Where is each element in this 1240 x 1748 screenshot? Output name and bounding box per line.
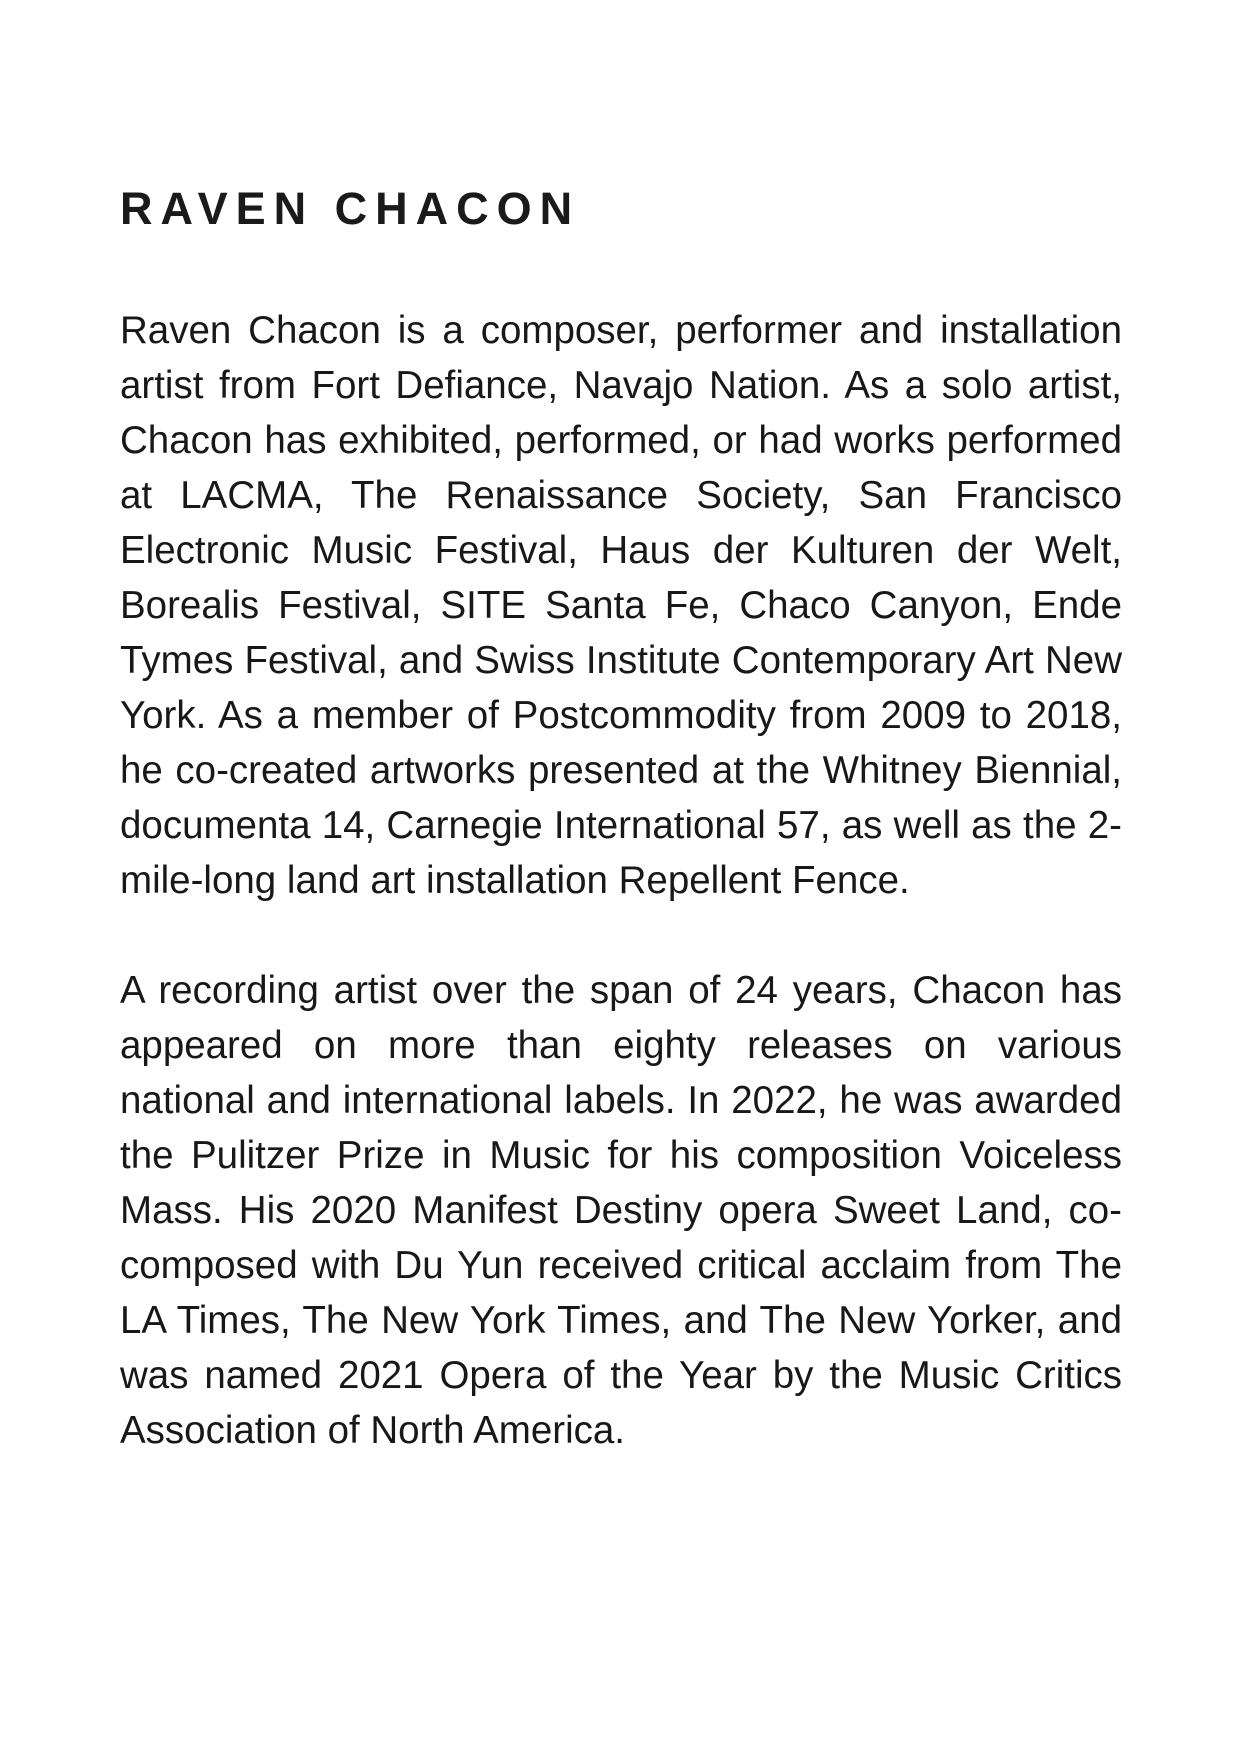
document-page — [120, 183, 1122, 1458]
artist-name-heading: RAVEN CHACON — [120, 183, 581, 234]
bio-paragraph-1: Raven Chacon is a composer, performer and installation artist from Fort Defiance, Navajo Nation. As a solo artist, Chacon has exhibited, performed, or had works performed at LACMA, The Renaissance Society, San Francisco Electronic Music Festival, Haus der Kulturen der Welt, Borealis Festival, SITE Santa Fe, Chaco Canyon, Ende Tymes Festival, and Swiss Institute Contemporary Art New York. As a member of Postcommodity from 2009 to 2018, he co-created artworks presented at the Whitney Biennial, documenta 14, Carnegie International 57, as well as the 2-mile-long land art installation Repellent Fence. — [120, 309, 1122, 902]
bio-paragraph-2: A recording artist over the span of 24 years, Chacon has appeared on more than eighty releases on various national and international labels. In 2022, he was awarded the Pulitzer Prize in Music for his composition Voiceless Mass. His 2020 Manifest Destiny opera Sweet Land, co-composed with Du Yun received critical acclaim from The LA Times, The New York Times, and The New Yorker, and was named 2021 Opera of the Year by the Music Critics Association of North America. — [120, 969, 1122, 1452]
